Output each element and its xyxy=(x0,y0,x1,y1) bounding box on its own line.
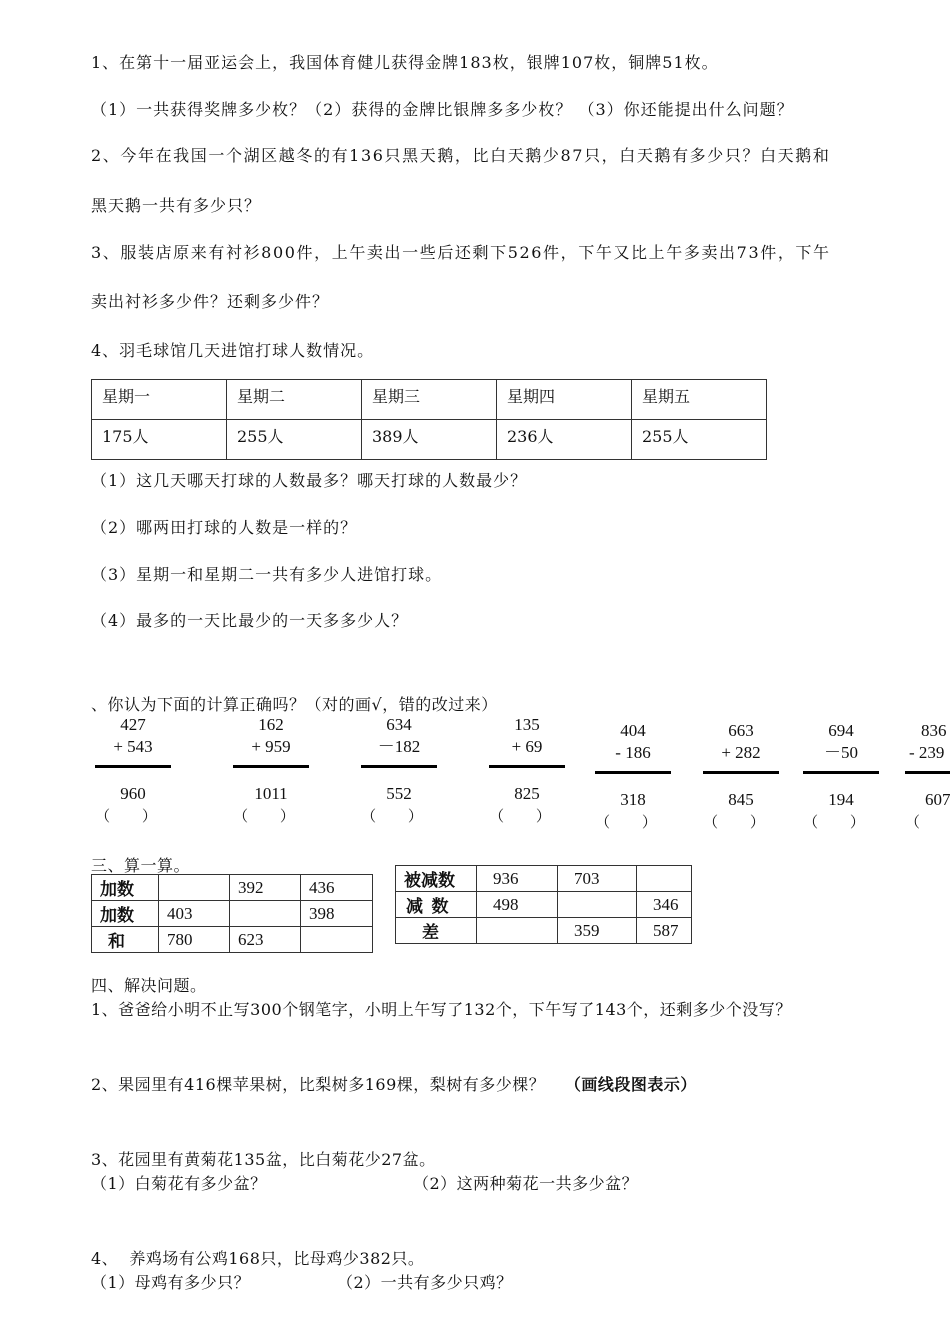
answer-parentheses[interactable]: （ ） xyxy=(703,815,779,831)
table-cell: 498 xyxy=(477,892,558,918)
question-4: 4、羽毛球馆几天进馆打球人数情况。 xyxy=(91,341,375,360)
section-3-title: 三、算一算。 xyxy=(91,856,191,875)
row-label: 和 xyxy=(92,927,159,953)
calc-top-number: 694 xyxy=(828,721,854,740)
problem-2-note: （画线段图表示） xyxy=(564,1075,697,1094)
calc-result: 194 xyxy=(828,790,854,809)
row-label: 加数 xyxy=(92,875,159,901)
problem-3-sub-2: （2）这两种菊花一共多少盆？ xyxy=(413,1174,639,1193)
table-cell: 623 xyxy=(230,927,301,953)
question-3-line-2: 卖出衬衫多少件？还剩多少件？ xyxy=(91,292,330,311)
calc-top-number: 427 xyxy=(120,715,146,734)
calc-result: 1011 xyxy=(254,784,288,803)
question-3-line-1: 3、服装店原来有衬衫800件，上午卖出一些后还剩下526件，下午又比上午多卖出73件，下午 xyxy=(91,243,831,262)
question-4-sub-4: （4）最多的一天比最少的一天多多少人？ xyxy=(91,611,409,630)
question-4-sub-2: （2）哪两田打球的人数是一样的？ xyxy=(91,518,358,537)
calc-item xyxy=(803,720,879,834)
question-1: 1、在第十一届亚运会上，我国体育健儿获得金牌183枚，银牌107枚，铜牌51枚。 xyxy=(91,53,719,72)
calc-line xyxy=(361,765,437,768)
problem-2-text: 2、果园里有416棵苹果树，比梨树多169棵，梨树有多少棵？ xyxy=(91,1075,546,1094)
calc-result: 607 xyxy=(925,790,950,809)
calc-line xyxy=(803,771,879,774)
table-cell: 703 xyxy=(558,866,637,892)
problem-1: 1、爸爸给小明不止写300个钢笔字，小明上午写了132个，下午写了143个，还剩多少个没写？ xyxy=(91,1000,792,1019)
section-2-title: 、你认为下面的计算正确吗？（对的画√，错的改过来） xyxy=(91,695,498,714)
calc-operand: －50 xyxy=(824,743,858,762)
calc-line xyxy=(703,771,779,774)
calc-operand: + 69 xyxy=(511,737,543,756)
table-row xyxy=(92,380,767,420)
table-header-cell: 星期一 xyxy=(92,380,227,420)
calc-line xyxy=(489,765,565,768)
calc-line xyxy=(233,765,309,768)
problem-4-sub-1: （1）母鸡有多少只？ xyxy=(91,1273,251,1292)
table-row xyxy=(92,927,373,953)
answer-parentheses[interactable]: （ ） xyxy=(95,809,171,825)
table-header-cell: 星期二 xyxy=(227,380,362,420)
calc-operand: + 543 xyxy=(113,737,153,756)
table-cell: 398 xyxy=(301,901,373,927)
table-header-cell: 星期五 xyxy=(632,380,767,420)
table-cell[interactable] xyxy=(230,901,301,927)
calc-top-number: 162 xyxy=(258,715,284,734)
subtraction-table xyxy=(395,865,692,944)
question-4-sub-3: （3）星期一和星期二一共有多少人进馆打球。 xyxy=(91,565,443,584)
calc-item xyxy=(703,720,779,834)
table-cell[interactable] xyxy=(558,892,637,918)
row-label: 加数 xyxy=(92,901,159,927)
table-cell: 359 xyxy=(558,918,637,944)
calc-line xyxy=(905,771,950,774)
answer-parentheses[interactable]: （ ） xyxy=(489,809,565,825)
table-cell: 255人 xyxy=(227,420,362,460)
table-row xyxy=(396,892,692,918)
calc-item xyxy=(595,720,671,834)
table-cell: 403 xyxy=(159,901,230,927)
answer-parentheses[interactable]: （ ） xyxy=(803,815,879,831)
table-cell: 346 xyxy=(637,892,692,918)
row-label: 被减数 xyxy=(396,866,477,892)
row-label: 减 数 xyxy=(396,892,477,918)
table-cell: 936 xyxy=(477,866,558,892)
calc-result: 318 xyxy=(620,790,646,809)
table-row xyxy=(92,901,373,927)
problem-3: 3、花园里有黄菊花135盆，比白菊花少27盆。 xyxy=(91,1150,436,1169)
problem-4: 4、 养鸡场有公鸡168只，比母鸡少382只。 xyxy=(91,1249,425,1268)
calc-item xyxy=(95,714,171,828)
calc-operand: －182 xyxy=(377,737,421,756)
calc-line xyxy=(595,771,671,774)
calc-item xyxy=(361,714,437,828)
table-cell: 436 xyxy=(301,875,373,901)
row-label: 差 xyxy=(396,918,477,944)
question-4-sub-1: （1）这几天哪天打球的人数最多？哪天打球的人数最少？ xyxy=(91,471,528,490)
table-cell: 255人 xyxy=(632,420,767,460)
calc-top-number: 404 xyxy=(620,721,646,740)
calc-item xyxy=(489,714,565,828)
addition-table xyxy=(91,874,373,953)
problem-2 xyxy=(91,1072,697,1095)
question-2-line-2: 黑天鹅一共有多少只？ xyxy=(91,196,262,215)
calc-result: 825 xyxy=(514,784,540,803)
answer-parentheses[interactable]: （ ） xyxy=(595,815,671,831)
attendance-table xyxy=(91,379,767,460)
table-cell: 780 xyxy=(159,927,230,953)
calc-operand: - 239 xyxy=(909,743,945,762)
table-cell[interactable] xyxy=(301,927,373,953)
table-row xyxy=(92,875,373,901)
calc-operand: + 959 xyxy=(251,737,291,756)
table-cell: 236人 xyxy=(497,420,632,460)
problem-4-sub-2: （2）一共有多少只鸡？ xyxy=(337,1273,513,1292)
table-cell: 587 xyxy=(637,918,692,944)
question-2-line-1: 2、今年在我国一个湖区越冬的有136只黑天鹅，比白天鹅少87只，白天鹅有多少只？白天鹅和 xyxy=(91,146,831,165)
calc-operand: + 282 xyxy=(721,743,761,762)
table-row xyxy=(92,420,767,460)
table-cell: 389人 xyxy=(362,420,497,460)
calc-item xyxy=(233,714,309,828)
table-cell: 175人 xyxy=(92,420,227,460)
table-cell: 392 xyxy=(230,875,301,901)
calc-operand: - 186 xyxy=(615,743,651,762)
question-1-subquestions: （1）一共获得奖牌多少枚？（2）获得的金牌比银牌多多少枚？ （3）你还能提出什么问题？ xyxy=(91,100,794,119)
calc-top-number: 634 xyxy=(386,715,412,734)
table-header-cell: 星期三 xyxy=(362,380,497,420)
table-cell[interactable] xyxy=(159,875,230,901)
table-header-cell: 星期四 xyxy=(497,380,632,420)
calc-item xyxy=(905,720,950,834)
table-row xyxy=(396,866,692,892)
table-cell[interactable] xyxy=(477,918,558,944)
calc-top-number: 135 xyxy=(514,715,540,734)
section-4-title: 四、解决问题。 xyxy=(91,976,207,995)
table-cell[interactable] xyxy=(637,866,692,892)
calc-top-number: 663 xyxy=(728,721,754,740)
calc-result: 845 xyxy=(728,790,754,809)
calc-result: 960 xyxy=(120,784,146,803)
answer-parentheses[interactable]: （ ） xyxy=(233,809,309,825)
answer-parentheses[interactable]: （ xyxy=(905,815,935,831)
problem-3-sub-1: （1）白菊花有多少盆？ xyxy=(91,1174,267,1193)
calc-line xyxy=(95,765,171,768)
answer-parentheses[interactable]: （ ） xyxy=(361,809,437,825)
table-row xyxy=(396,918,692,944)
calc-top-number: 836 xyxy=(921,721,947,740)
calc-result: 552 xyxy=(386,784,412,803)
